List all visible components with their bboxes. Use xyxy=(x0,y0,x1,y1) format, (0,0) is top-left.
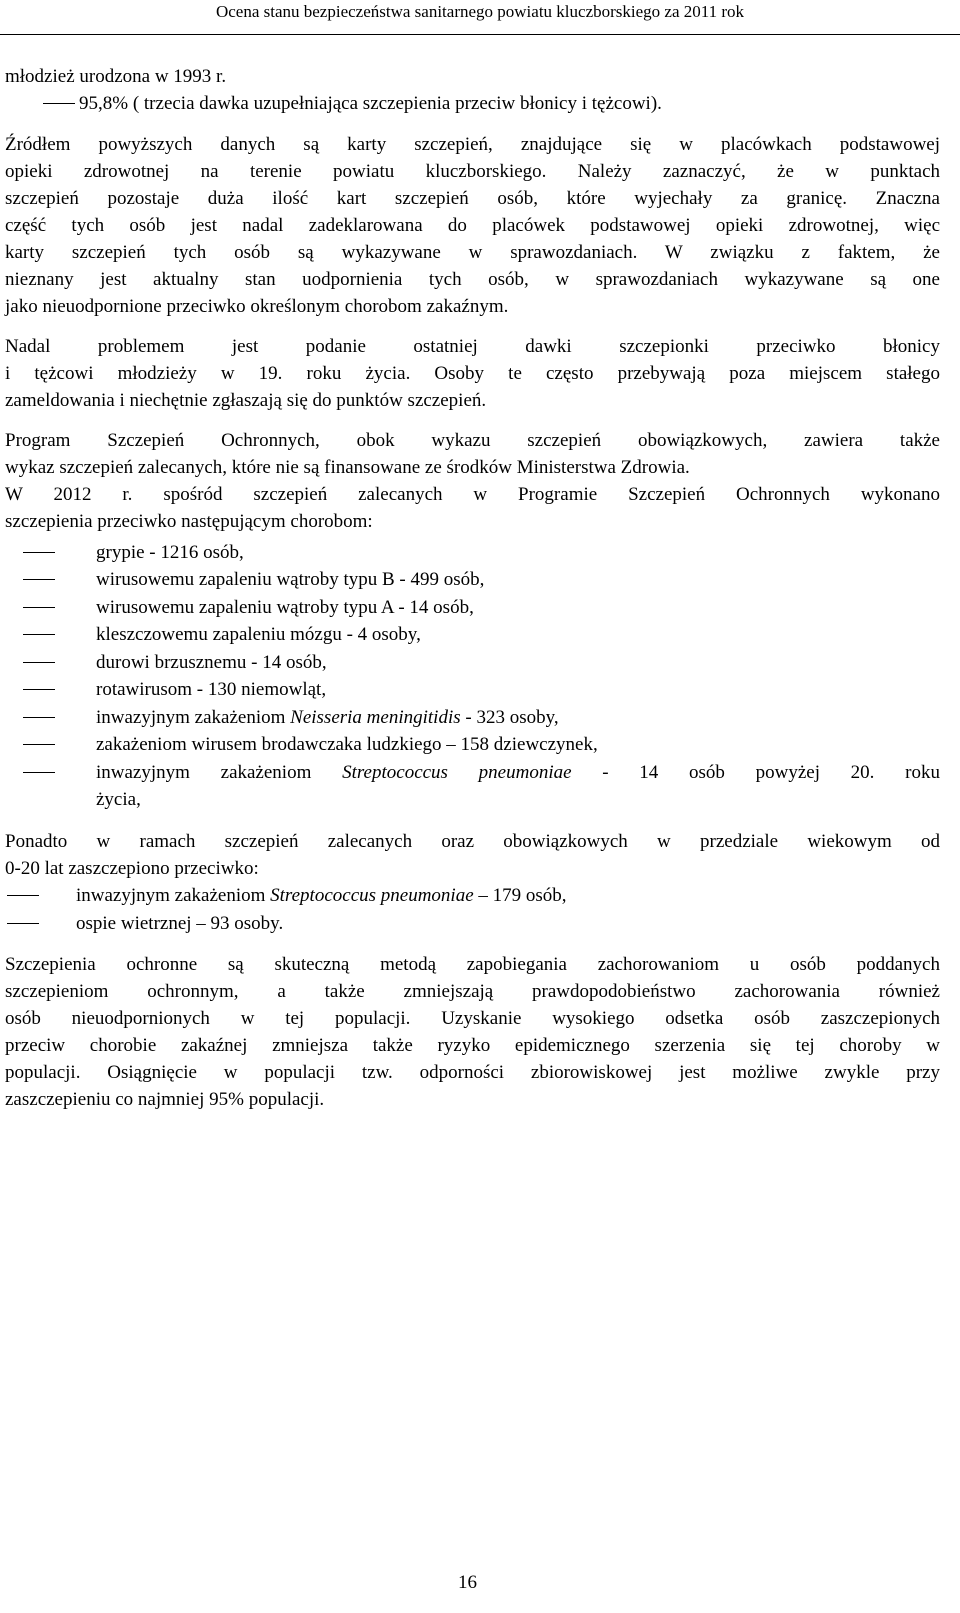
recommended-vaccinations-list xyxy=(5,539,940,814)
paragraph-line: Źródłem powyższych danych są karty szczepień, znajdujące się w placówkach podstawowej xyxy=(5,133,940,155)
paragraph-line: 0-20 lat zaszczepiono przeciwko: xyxy=(5,858,259,879)
list-item-continuation: życia, xyxy=(96,789,141,810)
text-run: - 323 osoby, xyxy=(460,706,559,728)
list-item-text: rotawirusom - 130 niemowląt, xyxy=(96,679,327,700)
paragraph-line: opieki zdrowotnej na terenie powiatu kluczborskiego. Należy zaznaczyć, że w punktach xyxy=(5,160,940,182)
paragraph-conclusion xyxy=(5,951,940,1113)
list-item xyxy=(5,759,940,787)
paragraph-line: i tężcowi młodzieży w 19. roku życia. Osoby te często przebywają poza miejscem stałego xyxy=(5,362,940,384)
list-item xyxy=(5,566,940,594)
paragraph-line: Szczepienia ochronne są skuteczną metodą zapobiegania zachorowaniom u osób poddanych xyxy=(5,954,940,975)
paragraph-line: Program Szczepień Ochronnych, obok wykazu szczepień obowiązkowych, zawiera także xyxy=(5,429,940,451)
dash-bullet-icon xyxy=(23,689,55,690)
paragraph-line: populacji. Osiągnięcie w populacji tzw. odporności zbiorowiskowej jest możliwe zwykle przy xyxy=(5,1062,940,1083)
dash-bullet-icon xyxy=(23,634,55,635)
text-run: inwazyjnym zakażeniom xyxy=(76,885,271,906)
intro-list-item xyxy=(5,90,940,118)
dash-bullet-icon xyxy=(43,103,75,104)
list-item xyxy=(5,910,940,938)
page-number: 16 xyxy=(458,1572,477,1593)
paragraph-line: szczepienia przeciwko następującym chorobom: xyxy=(5,510,373,532)
paragraph-line: osób nieuodpornionych w tej populacji. Uzyskanie wysokiego odsetka osób zaszczepionych xyxy=(5,1008,940,1029)
list-item xyxy=(5,621,940,649)
dash-bullet-icon xyxy=(23,744,55,745)
dash-bullet-icon xyxy=(23,579,55,580)
paragraph-vaccination-program xyxy=(5,427,940,535)
paragraph-line: Ponadto w ramach szczepień zalecanych oraz obowiązkowych w przedziale wiekowym od xyxy=(5,831,940,852)
paragraph-line: szczepieniom ochronnym, a także zmniejszają prawdopodobieństwo zachorowania również xyxy=(5,981,940,1002)
list-item xyxy=(5,539,940,567)
paragraph-line: część tych osób jest nadal zadeklarowana do placówek podstawowej opieki zdrowotnej, więc xyxy=(5,214,940,236)
paragraph-line: zaszczepieniu co najmniej 95% populacji. xyxy=(5,1089,325,1110)
dash-bullet-icon xyxy=(7,923,39,924)
list-item-text: wirusowemu zapaleniu wątroby typu A - 14 osób, xyxy=(96,596,474,618)
paragraph-booster-problem xyxy=(5,333,940,414)
age-group-vaccinations-list xyxy=(5,882,940,937)
intro-line: młodzież urodzona w 1993 r. xyxy=(5,66,227,87)
dash-bullet-icon xyxy=(23,607,55,608)
list-item xyxy=(5,649,940,677)
text-run: inwazyjnym zakażeniom xyxy=(96,706,291,728)
text-run: - 14 osób powyżej 20. roku xyxy=(571,761,940,783)
paragraph-line: karty szczepień tych osób są wykazywane w sprawozdaniach. W związku z faktem, że xyxy=(5,241,940,263)
italic-species-name: Neisseria meningitidis xyxy=(290,706,461,728)
dash-bullet-icon xyxy=(23,772,55,773)
list-item-text xyxy=(76,882,567,909)
list-item xyxy=(5,594,940,622)
paragraph-age-group xyxy=(5,828,940,882)
list-item xyxy=(5,676,940,704)
paragraph-data-sources xyxy=(5,131,940,320)
paragraph-line: jako nieuodpornione przeciwko określonym chorobom zakaźnym. xyxy=(5,295,509,317)
paragraph-line: wykaz szczepień zalecanych, które nie są finansowane ze środków Ministerstwa Zdrowia. xyxy=(5,456,690,478)
dash-bullet-icon xyxy=(23,662,55,663)
list-item-text: durowi brzusznemu - 14 osób, xyxy=(96,651,327,673)
list-item-text: zakażeniom wirusem brodawczaka ludzkiego – 158 dziewczynek, xyxy=(96,734,598,755)
list-item xyxy=(5,731,940,759)
header-divider xyxy=(0,34,960,35)
list-item-text: wirusowemu zapaleniu wątroby typu B - 499 osób, xyxy=(96,569,485,590)
list-item-text: kleszczowemu zapaleniu mózgu - 4 osoby, xyxy=(96,624,421,645)
paragraph-line: Nadal problemem jest podanie ostatniej dawki szczepionki przeciwko błonicy xyxy=(5,335,940,357)
paragraph-line: W 2012 r. spośród szczepień zalecanych w Programie Szczepień Ochronnych wykonano xyxy=(5,483,940,505)
italic-species-name: Streptococcus pneumoniae xyxy=(270,885,474,906)
paragraph-line: szczepień pozostaje duża ilość kart szczepień osób, które wyjechały za granicę. Znaczna xyxy=(5,187,940,209)
paragraph-line: przeciw chorobie zakaźnej zmniejsza także ryzyko epidemicznego szerzenia się tej choroby w xyxy=(5,1035,940,1056)
italic-species-name: Streptococcus pneumoniae xyxy=(342,761,572,783)
paragraph-line: zameldowania i niechętnie zgłaszają się do punktów szczepień. xyxy=(5,389,487,411)
list-item-text xyxy=(96,704,559,731)
paragraph-line: nieznany jest aktualny stan uodpornienia tych osób, w sprawozdaniach wykazywane są one xyxy=(5,268,940,290)
dash-bullet-icon xyxy=(7,895,39,896)
text-run: – 179 osób, xyxy=(473,885,567,906)
document-body xyxy=(5,63,940,1113)
list-item-text xyxy=(96,759,940,786)
list-item-text: 95,8% ( trzecia dawka uzupełniająca szczepienia przeciw błonicy i tężcowi). xyxy=(79,93,662,114)
list-item xyxy=(5,882,940,910)
list-item xyxy=(5,704,940,732)
page-header: Ocena stanu bezpieczeństwa sanitarnego powiatu kluczborskiego za 2011 rok xyxy=(215,2,745,21)
list-item-text: grypie - 1216 osób, xyxy=(96,541,244,563)
text-run: inwazyjnym zakażeniom xyxy=(96,761,343,783)
list-item-text: ospie wietrznej – 93 osoby. xyxy=(76,912,284,934)
dash-bullet-icon xyxy=(23,717,55,718)
dash-bullet-icon xyxy=(23,552,55,553)
